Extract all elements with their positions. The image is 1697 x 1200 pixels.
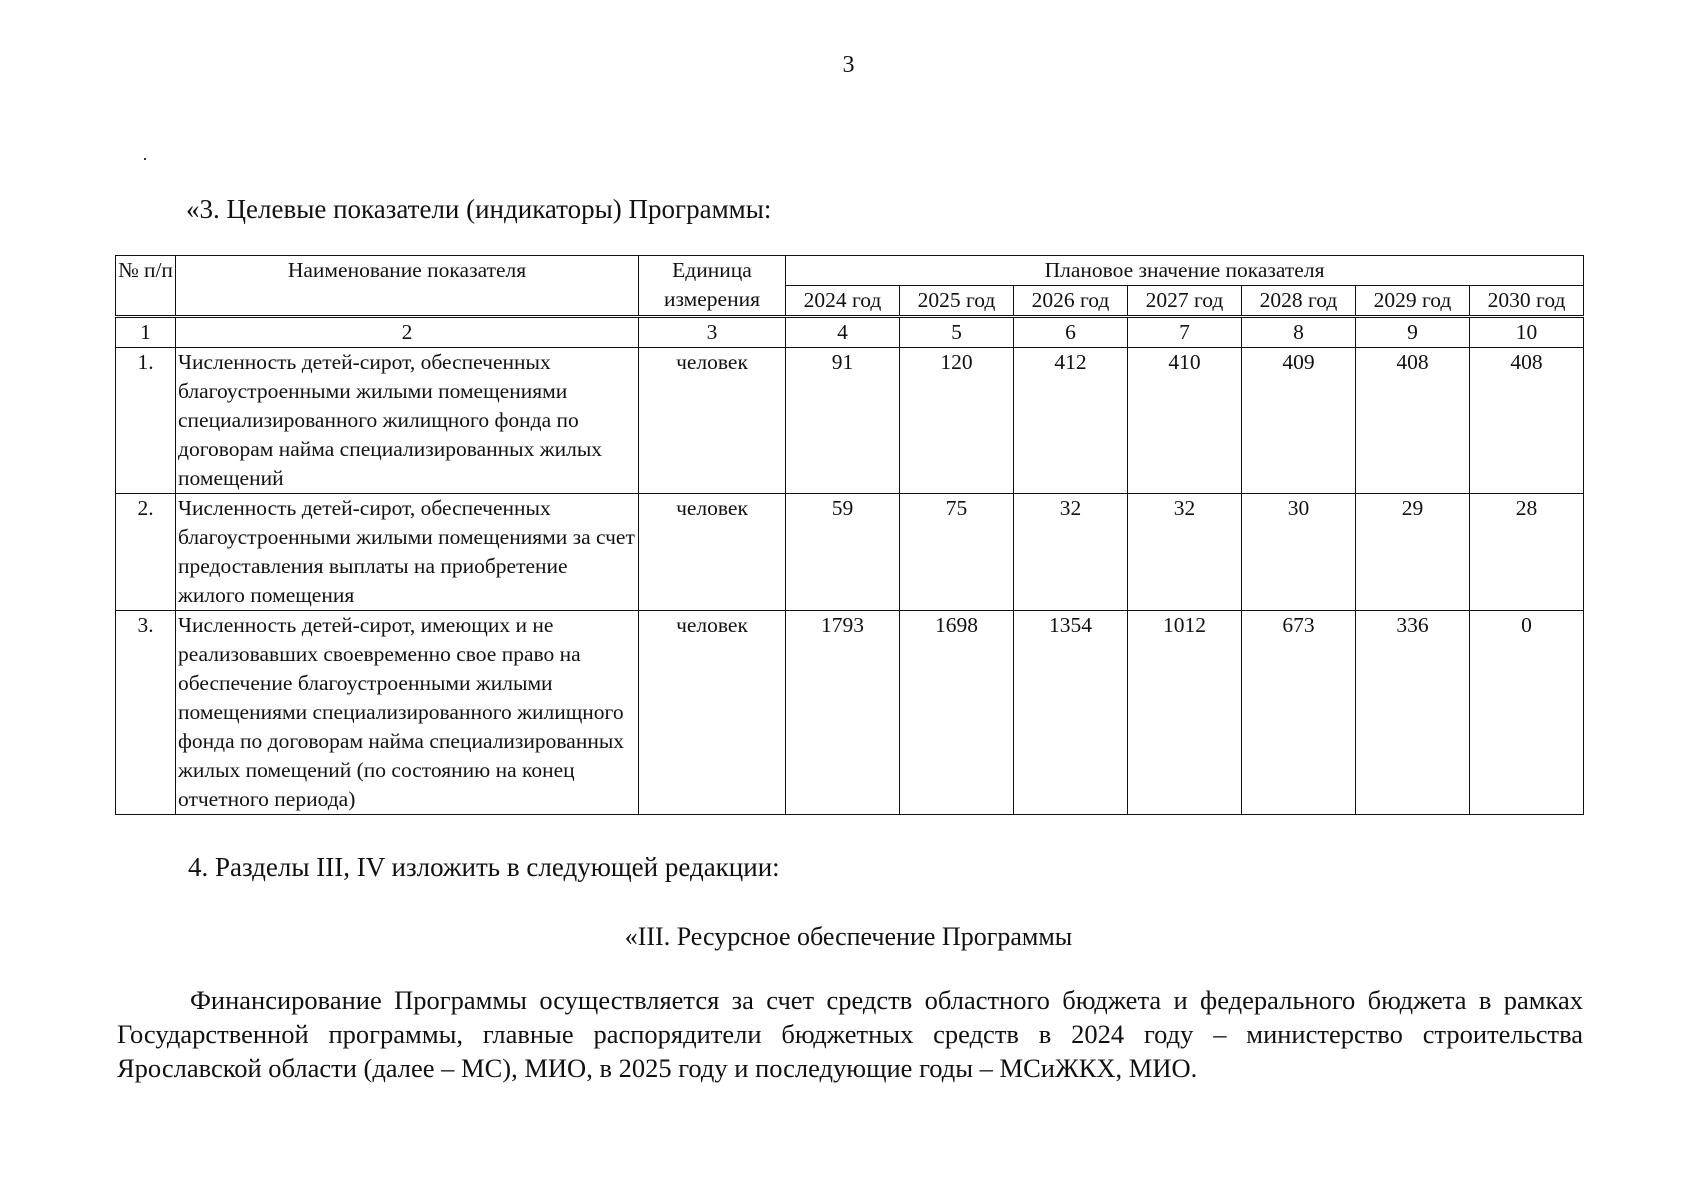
value-cell: 673	[1242, 611, 1356, 815]
value-cell: 408	[1470, 348, 1584, 494]
header-plan: Плановое значение показателя	[786, 256, 1584, 286]
unit: человек	[639, 611, 786, 815]
header-year: 2025 год	[900, 286, 1014, 317]
header-year: 2028 год	[1242, 286, 1356, 317]
value-cell: 1012	[1128, 611, 1242, 815]
table-row	[116, 494, 1584, 611]
column-number: 10	[1470, 317, 1584, 348]
unit: человек	[639, 494, 786, 611]
value-cell: 336	[1356, 611, 1470, 815]
table-row	[116, 348, 1584, 494]
row-num: 1.	[116, 348, 176, 494]
value-cell: 75	[900, 494, 1014, 611]
header-year: 2026 год	[1014, 286, 1128, 317]
header-year: 2029 год	[1356, 286, 1470, 317]
column-numbers-row	[116, 317, 1584, 348]
indicator-name: Численность детей-сирот, имеющих и не реализовавших своевременно свое право на обеспечение благоустроенными жилыми помещениями специализированного жилищного фонда по договорам найма специализированных жилых помещений (по состоянию на конец отчетного периода)	[176, 611, 639, 815]
column-number: 6	[1014, 317, 1128, 348]
value-cell: 28	[1470, 494, 1584, 611]
header-num: № п/п	[116, 256, 176, 317]
value-cell: 1354	[1014, 611, 1128, 815]
header-name: Наименование показателя	[176, 256, 639, 317]
value-cell: 32	[1014, 494, 1128, 611]
section-title: «3. Целевые показатели (индикаторы) Программы:	[186, 194, 772, 224]
value-cell: 409	[1242, 348, 1356, 494]
header-unit: Единица измерения	[639, 256, 786, 317]
column-number: 4	[786, 317, 900, 348]
column-number: 7	[1128, 317, 1242, 348]
value-cell: 59	[786, 494, 900, 611]
value-cell: 412	[1014, 348, 1128, 494]
column-number: 9	[1356, 317, 1470, 348]
value-cell: 91	[786, 348, 900, 494]
indicators-table	[115, 255, 1584, 815]
value-cell: 408	[1356, 348, 1470, 494]
value-cell: 32	[1128, 494, 1242, 611]
value-cell: 1698	[900, 611, 1014, 815]
header-year: 2030 год	[1470, 286, 1584, 317]
header-row	[116, 256, 1584, 286]
row-num: 2.	[116, 494, 176, 611]
value-cell: 30	[1242, 494, 1356, 611]
indicator-name: Численность детей-сирот, обеспеченных благоустроенными жилыми помещениями за счет предоставления выплаты на приобретение жилого помещения	[176, 494, 639, 611]
value-cell: 0	[1470, 611, 1584, 815]
column-number: 5	[900, 317, 1014, 348]
table-row	[116, 611, 1584, 815]
page-number: 3	[842, 52, 855, 78]
indicator-name: Численность детей-сирот, обеспеченных благоустроенными жилыми помещениями специализированного жилищного фонда по договорам найма специализированных жилых помещений	[176, 348, 639, 494]
scan-speck	[144, 158, 146, 160]
section-heading: «III. Ресурсное обеспечение Программы	[624, 922, 1073, 951]
value-cell: 120	[900, 348, 1014, 494]
value-cell: 1793	[786, 611, 900, 815]
column-number: 8	[1242, 317, 1356, 348]
column-number: 1	[116, 317, 176, 348]
column-number: 3	[639, 317, 786, 348]
value-cell: 410	[1128, 348, 1242, 494]
unit: человек	[639, 348, 786, 494]
column-number: 2	[176, 317, 639, 348]
header-year: 2024 год	[786, 286, 900, 317]
row-num: 3.	[116, 611, 176, 815]
body-paragraph: Финансирование Программы осуществляется за счет средств областного бюджета и федерального бюджета в рамках Государственной программы, главные распорядители бюджетных средств в 2024 году – министерство строительства Ярославской области (далее – МС), МИО, в 2025 году и последующие годы – МСиЖКХ, МИО.	[117, 985, 1583, 1083]
paragraph-4: 4. Разделы III, IV изложить в следующей редакции:	[188, 852, 780, 882]
header-year: 2027 год	[1128, 286, 1242, 317]
value-cell: 29	[1356, 494, 1470, 611]
